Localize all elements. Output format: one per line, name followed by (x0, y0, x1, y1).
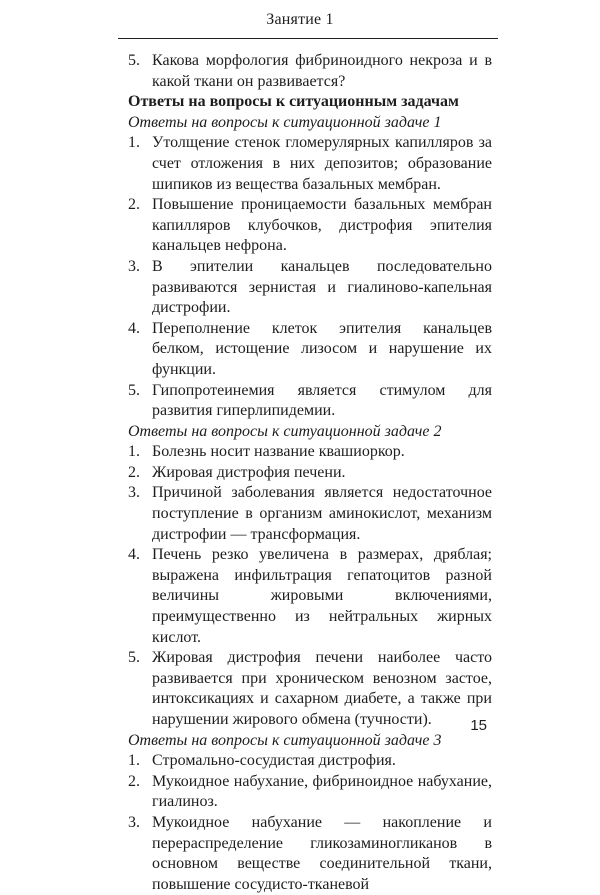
question-number: 5. (128, 52, 140, 69)
list-item (128, 463, 492, 484)
item-text: Причиной заболевания является недостаточное поступление в организм аминокислот, механизм дистрофии — трансформация. (152, 484, 492, 543)
list-item (128, 442, 492, 463)
list-item (128, 381, 492, 422)
question-item (128, 51, 492, 92)
item-number: 2. (128, 463, 140, 481)
item-text: Переполнение клеток эпителия канальцев белком, истощение лизосом и нарушение их функции. (152, 319, 492, 378)
header-divider (118, 38, 498, 39)
list-item (128, 133, 492, 195)
running-header: Занятие 1 (266, 11, 334, 28)
item-text: Болезнь носит название квашиоркор. (152, 443, 405, 461)
item-number: 1. (128, 443, 140, 461)
item-number: 5. (128, 649, 140, 667)
item-number: 2. (128, 772, 140, 790)
list-item (128, 195, 492, 257)
list-item (128, 483, 492, 545)
item-text: Жировая дистрофия печени наиболее часто развивается при хроническом венозном застое, интоксикациях и сахарном диабете, а также при нарушении жирового обмена (тучности). (152, 649, 492, 728)
list-item (128, 772, 492, 813)
item-number: 3. (128, 484, 140, 502)
item-number: 3. (128, 813, 140, 831)
item-number: 1. (128, 752, 140, 770)
item-number: 4. (128, 546, 140, 564)
list-item (128, 648, 492, 730)
task-2-heading: Ответы на вопросы к ситуационной задаче 2 (128, 422, 442, 440)
item-text: В эпителии канальцев последовательно развиваются зернистая и гиалиново-капельная дистрофии. (152, 257, 492, 317)
item-number: 3. (128, 257, 140, 275)
item-number: 5. (128, 381, 140, 399)
item-text: Утолщение стенок гломерулярных капилляров за счет отложения в них депозитов; образование шипиков из вещества базальных мембран. (152, 134, 492, 193)
item-text: Мукоидное набухание, фибриноидное набухание, гиалиноз. (152, 772, 492, 811)
item-number: 2. (128, 196, 140, 214)
list-item (128, 813, 492, 895)
list-item (128, 257, 492, 319)
item-number: 1. (128, 134, 140, 152)
item-text: Стромально-сосудистая дистрофия. (152, 752, 396, 770)
item-text: Жировая дистрофия печени. (152, 463, 346, 481)
section-title: Ответы на вопросы к ситуационным задачам (128, 93, 459, 111)
question-text: Какова морфология фибриноидного некроза и в какой ткани он развивается? (152, 52, 492, 90)
list-item (128, 751, 492, 772)
page-number: 15 (470, 717, 487, 734)
list-item (128, 319, 492, 381)
item-text: Гипопротеинемия является стимулом для развития гиперлипидемии. (152, 381, 492, 420)
item-text: Печень резко увеличена в размерах, дряблая; выражена инфильтрация гепатоцитов разной величины жировыми включениями, преимущественно из нейтральных жирных кислот. (152, 546, 492, 646)
list-item (128, 545, 492, 648)
item-number: 4. (128, 319, 140, 337)
item-text: Повышение проницаемости базальных мембран капилляров клубочков, дистрофия эпителия канальцев нефрона. (152, 196, 492, 255)
page-body (128, 48, 492, 895)
item-text: Мукоидное набухание — накопление и перераспределение гликозаминогликанов в основном веществе соединительной ткани, повышение сосудисто-тканевой (152, 813, 492, 893)
task-1-heading: Ответы на вопросы к ситуационной задаче 1 (128, 113, 442, 131)
task-3-heading: Ответы на вопросы к ситуационной задаче 3 (128, 731, 442, 749)
